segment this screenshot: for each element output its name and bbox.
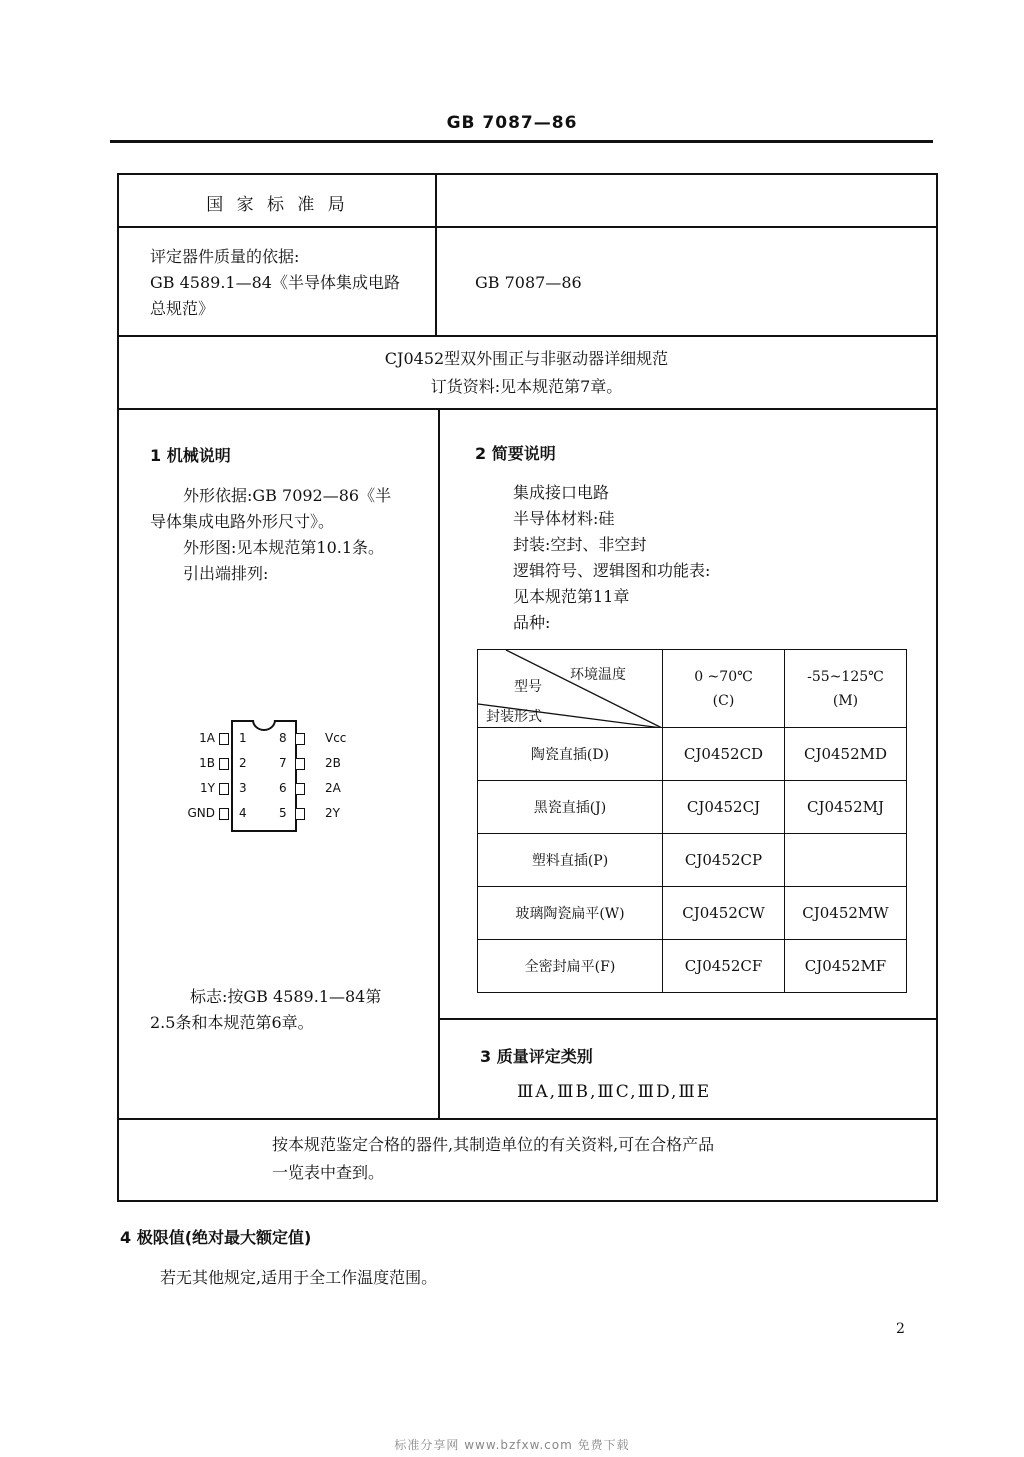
pin-number: 1 bbox=[239, 731, 247, 745]
section-1-line: 引出端排列: bbox=[183, 564, 269, 583]
section-2-line: 集成接口电路 bbox=[513, 483, 610, 502]
part-number-cell: CJ0452CJ bbox=[663, 781, 785, 834]
document-code-header: GB 7087—86 bbox=[446, 113, 578, 133]
pin-number: 2 bbox=[239, 756, 247, 770]
section-2-heading: 2 简要说明 bbox=[475, 444, 556, 463]
row-divider bbox=[117, 1118, 936, 1120]
part-number-cell: CJ0452MD bbox=[785, 728, 907, 781]
part-number-cell: CJ0452MF bbox=[785, 940, 907, 993]
package-cell: 塑料直插(P) bbox=[478, 834, 663, 887]
part-number-cell bbox=[785, 834, 907, 887]
standard-number: GB 7087—86 bbox=[475, 273, 582, 292]
row-divider bbox=[438, 1018, 936, 1020]
pin-label: Vcc bbox=[325, 731, 347, 745]
section-1-line: 外形依据:GB 7092—86《半 bbox=[183, 486, 392, 505]
corner-model-label: 型号 bbox=[514, 679, 542, 695]
pin-5 bbox=[295, 808, 305, 820]
pin-number: 8 bbox=[279, 731, 287, 745]
section-1-line: 外形图:见本规范第10.1条。 bbox=[183, 538, 385, 557]
footer-watermark: 标准分享网 www.bzfxw.com 免费下载 bbox=[394, 1438, 630, 1452]
part-number-cell: CJ0452CF bbox=[663, 940, 785, 993]
marking-line-2: 2.5条和本规范第6章。 bbox=[150, 1013, 314, 1032]
pin-2 bbox=[219, 758, 229, 770]
table-header-row bbox=[478, 650, 907, 728]
basis-line-1: 评定器件质量的依据: bbox=[150, 247, 300, 266]
pin-label: 2B bbox=[325, 756, 341, 770]
package-cell: 陶瓷直插(D) bbox=[478, 728, 663, 781]
section-1-line: 导体集成电路外形尺寸》。 bbox=[150, 512, 335, 531]
pin-number: 4 bbox=[239, 806, 247, 820]
row-divider bbox=[117, 226, 936, 228]
pin-8 bbox=[295, 733, 305, 745]
pin-number: 5 bbox=[279, 806, 287, 820]
table-corner-cell bbox=[478, 650, 663, 728]
pin-label: 1B bbox=[199, 756, 215, 770]
section-2-line: 品种: bbox=[513, 613, 551, 632]
row-divider bbox=[117, 335, 936, 337]
package-cell: 黑瓷直插(J) bbox=[478, 781, 663, 834]
pin-label: GND bbox=[187, 806, 215, 820]
pin-number: 3 bbox=[239, 781, 247, 795]
corner-temp-label: 环境温度 bbox=[570, 667, 626, 683]
header-rule bbox=[110, 140, 933, 143]
pin-label: 1A bbox=[199, 731, 215, 745]
section-4-heading: 4 极限值(绝对最大额定值) bbox=[120, 1228, 312, 1247]
column-divider bbox=[435, 173, 437, 336]
basis-line-3: 总规范》 bbox=[150, 299, 215, 318]
pin-1 bbox=[219, 733, 229, 745]
row-divider bbox=[117, 408, 936, 410]
package-cell: 全密封扁平(F) bbox=[478, 940, 663, 993]
table-row bbox=[478, 781, 907, 834]
chip-notch bbox=[252, 718, 276, 732]
section-1-heading: 1 机械说明 bbox=[150, 446, 231, 465]
part-number-cell: CJ0452MW bbox=[785, 887, 907, 940]
spec-title: CJ0452型双外围正与非驱动器详细规范 bbox=[384, 349, 669, 368]
basis-line-2: GB 4589.1—84《半导体集成电路 bbox=[150, 273, 400, 292]
part-number-cell: CJ0452CW bbox=[663, 887, 785, 940]
pin-4 bbox=[219, 808, 229, 820]
column-divider bbox=[438, 408, 440, 1119]
section-2-line: 见本规范第11章 bbox=[513, 587, 630, 606]
variety-table bbox=[477, 649, 907, 993]
page-number: 2 bbox=[896, 1321, 905, 1337]
pin-number: 6 bbox=[279, 781, 287, 795]
temp-col-commercial bbox=[663, 650, 785, 728]
section-3-heading: 3 质量评定类别 bbox=[480, 1047, 593, 1066]
bottom-note-line-1: 按本规范鉴定合格的器件,其制造单位的有关资料,可在合格产品 bbox=[272, 1135, 715, 1154]
package-cell: 玻璃陶瓷扁平(W) bbox=[478, 887, 663, 940]
pin-label: 2Y bbox=[325, 806, 340, 820]
part-number-cell: CJ0452CD bbox=[663, 728, 785, 781]
bottom-note-line-2: 一览表中查到。 bbox=[272, 1163, 385, 1182]
section-2-line: 封装:空封、非空封 bbox=[513, 535, 647, 554]
section-2-line: 半导体材料:硅 bbox=[513, 509, 615, 528]
temp-range: -55~125℃ bbox=[807, 668, 884, 685]
temp-range: 0 ~70℃ bbox=[694, 668, 753, 685]
table-row bbox=[478, 887, 907, 940]
pin-number: 7 bbox=[279, 756, 287, 770]
order-info: 订货资料:见本规范第7章。 bbox=[430, 377, 623, 396]
table-row bbox=[478, 728, 907, 781]
corner-package-label: 封装形式 bbox=[486, 709, 542, 725]
quality-categories: ⅢA,ⅢB,ⅢC,ⅢD,ⅢE bbox=[517, 1082, 712, 1102]
part-number-cell: CJ0452CP bbox=[663, 834, 785, 887]
table-row bbox=[478, 834, 907, 887]
pin-label: 2A bbox=[325, 781, 341, 795]
pin-3 bbox=[219, 783, 229, 795]
pin-7 bbox=[295, 758, 305, 770]
marking-line-1: 标志:按GB 4589.1—84第 bbox=[190, 987, 382, 1006]
bureau-name: 国 家 标 准 局 bbox=[206, 195, 349, 215]
temp-code: (M) bbox=[832, 692, 859, 709]
pin-diagram bbox=[175, 718, 365, 838]
temp-code: (C) bbox=[712, 692, 735, 709]
part-number-cell: CJ0452MJ bbox=[785, 781, 907, 834]
table-row bbox=[478, 940, 907, 993]
section-2-line: 逻辑符号、逻辑图和功能表: bbox=[513, 561, 711, 580]
section-4-text: 若无其他规定,适用于全工作温度范围。 bbox=[160, 1268, 438, 1287]
pin-label: 1Y bbox=[200, 781, 215, 795]
pin-6 bbox=[295, 783, 305, 795]
temp-col-military bbox=[785, 650, 907, 728]
